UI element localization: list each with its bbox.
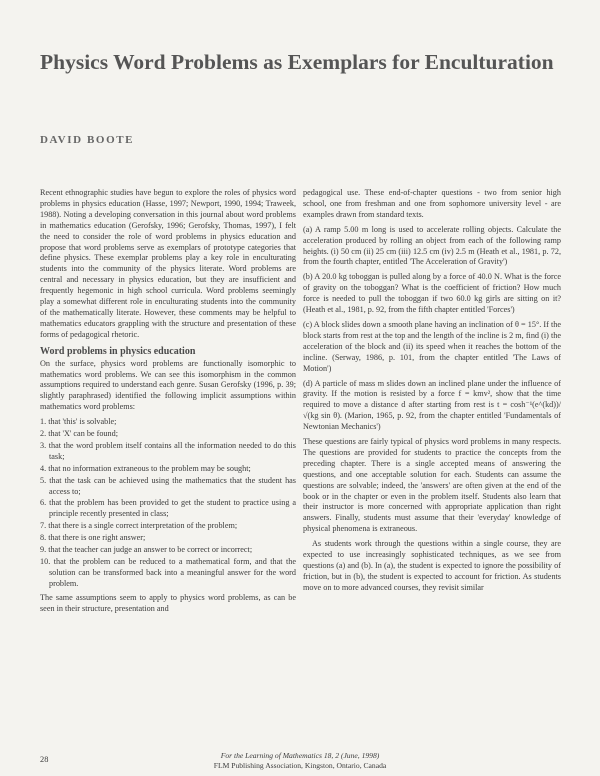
intro-paragraph: Recent ethnographic studies have begun to explore the roles of physics word problems in physics education (Hasse, 1997; Newport, 1990, 1994; Traweek, 1988). Noting a developing conversation in this journal about word problems in mathematics education (Gerofsky, 1996; Gerofsky, Thomas, 1997), I felt the need to consider the role of word problems in physics education and propose that word problems serve as exemplars of prototype categories that define physics. These exemplar problems play a key role in enculturating students into the community of the physics literate. Word problems are central and necessary in physics education, but they are insufficient and frequently hegemonic in high school curricula. Word problems seemingly play a somewhat different role in enculturating students into the community of the mathematically literate. However, these comments may be helpful to mathematics educators grappling with the structure and presentation of these forms of pedagogical rhetoric. bbox=[40, 188, 296, 339]
list-item: 9. that the teacher can judge an answer to be correct or incorrect; bbox=[40, 545, 253, 555]
journal-citation: For the Learning of Mathematics 18, 2 (June, 1998) bbox=[220, 751, 380, 760]
body-paragraph: pedagogical use. These end-of-chapter questions - two from senior high school, one from freshman and one from sophomore university level - are examples drawn from standard texts. bbox=[303, 188, 561, 219]
right-column bbox=[303, 188, 561, 598]
journal-footer bbox=[130, 751, 470, 770]
example-problem-a: (a) A ramp 5.00 m long is used to accelerate rolling objects. Calculate the acceleration produced by rolling an object from each of the following ramp heights. (i) 50 cm (ii) 25 cm (iii) 12.5 cm (iv) 2.5 m (Heath et al., 1981, p. 72, from the fourth chapter, entitled 'The Acceleration of Gravity') bbox=[303, 224, 561, 267]
body-paragraph: The same assumptions seem to apply to physics word problems, as can be seen in their structure, presentation and bbox=[40, 592, 296, 613]
list-item: 3. that the word problem itself contains all the information needed to do this task; bbox=[40, 440, 296, 461]
body-paragraph: On the surface, physics word problems are functionally isomorphic to mathematics word problems. We can see this isomorphism in the common assumptions required to understand each genre. Susan Gerofsky (1996, p. 39; slightly paraphrased) identified the following implicit assumptions within mathematics word problems: bbox=[40, 358, 296, 412]
left-column bbox=[40, 188, 296, 619]
list-item: 1. that 'this' is solvable; bbox=[40, 417, 117, 427]
list-item: 2. that 'X' can be found; bbox=[40, 429, 118, 439]
list-item: 8. that there is one right answer; bbox=[40, 533, 146, 543]
author-name: DAVID BOOTE bbox=[40, 134, 135, 146]
body-paragraph: These questions are fairly typical of physics word problems in many respects. The questions are provided for students to practice the concepts from the preceding chapter. There is a single accepted means of answering the questions, and one acceptable solution for each. Students can assume the questions are solvable; indeed, the 'answers' are often given at the end of the book or in the chapter or even in the problem itself. Students also learn that their instructor is more concerned with appropriate application than right answers. Finally, students must assume that their 'everyday' knowledge of physical phenomena is extraneous. bbox=[303, 437, 561, 534]
section-heading: Word problems in physics education bbox=[40, 345, 196, 357]
list-item: 7. that there is a single correct interpretation of the problem; bbox=[40, 521, 238, 531]
example-problem-b: (b) A 20.0 kg toboggan is pulled along by a force of 40.0 N. What is the force of gravity on the toboggan? What is the coefficient of friction? How much force is needed to pull the toboggan if two 60.0 kg girls are sitting on it? (Heath et al., 1981, p. 92, from the fifth chapter entitled 'Forces') bbox=[303, 272, 561, 315]
page-number: 28 bbox=[40, 755, 49, 764]
example-problem-d: (d) A particle of mass m slides down an inclined plane under the influence of gravity. If the motion is resisted by a force f = kmv², show that the time required to move a distance d after starting from rest is t = cosh⁻¹(e^(kd))/√(kg sin θ). (Marion, 1965, p. 92, from the chapter entitled 'Fundamentals of Newtonian Mechanics') bbox=[303, 378, 561, 432]
list-item: 6. that the problem has been provided to get the student to practice using a principle recently presented in class; bbox=[40, 498, 296, 519]
example-problem-c: (c) A block slides down a smooth plane having an inclination of θ = 15°. If the block starts from rest at the top and the length of the incline is 2 m, find (i) the acceleration of the block and (ii) its speed when it reaches the bottom of the incline. (Serway, 1986, p. 101, from the chapter entitled 'The Laws of Motion') bbox=[303, 319, 561, 373]
list-item: 4. that no information extraneous to the problem may be sought; bbox=[40, 463, 251, 473]
list-item: 5. that the task can be achieved using the mathematics that the student has access to; bbox=[40, 475, 296, 496]
assumptions-list bbox=[40, 417, 296, 590]
article-title: Physics Word Problems as Exemplars for Enculturation bbox=[40, 50, 554, 74]
body-paragraph: As students work through the questions within a single course, they are expected to use increasingly sophisticated techniques, as we see from questions (a) and (b). In (a), the student is expected to ignore the possibility of friction, but in (b), the student is expected to account for friction. As students move on to more advanced courses, they revisit similar bbox=[303, 539, 561, 592]
list-item: 10. that the problem can be reduced to a mathematical form, and that the solution can be transformed back into a meaningful answer for the word problem. bbox=[40, 557, 296, 588]
publisher-line: FLM Publishing Association, Kingston, Ontario, Canada bbox=[213, 760, 387, 770]
